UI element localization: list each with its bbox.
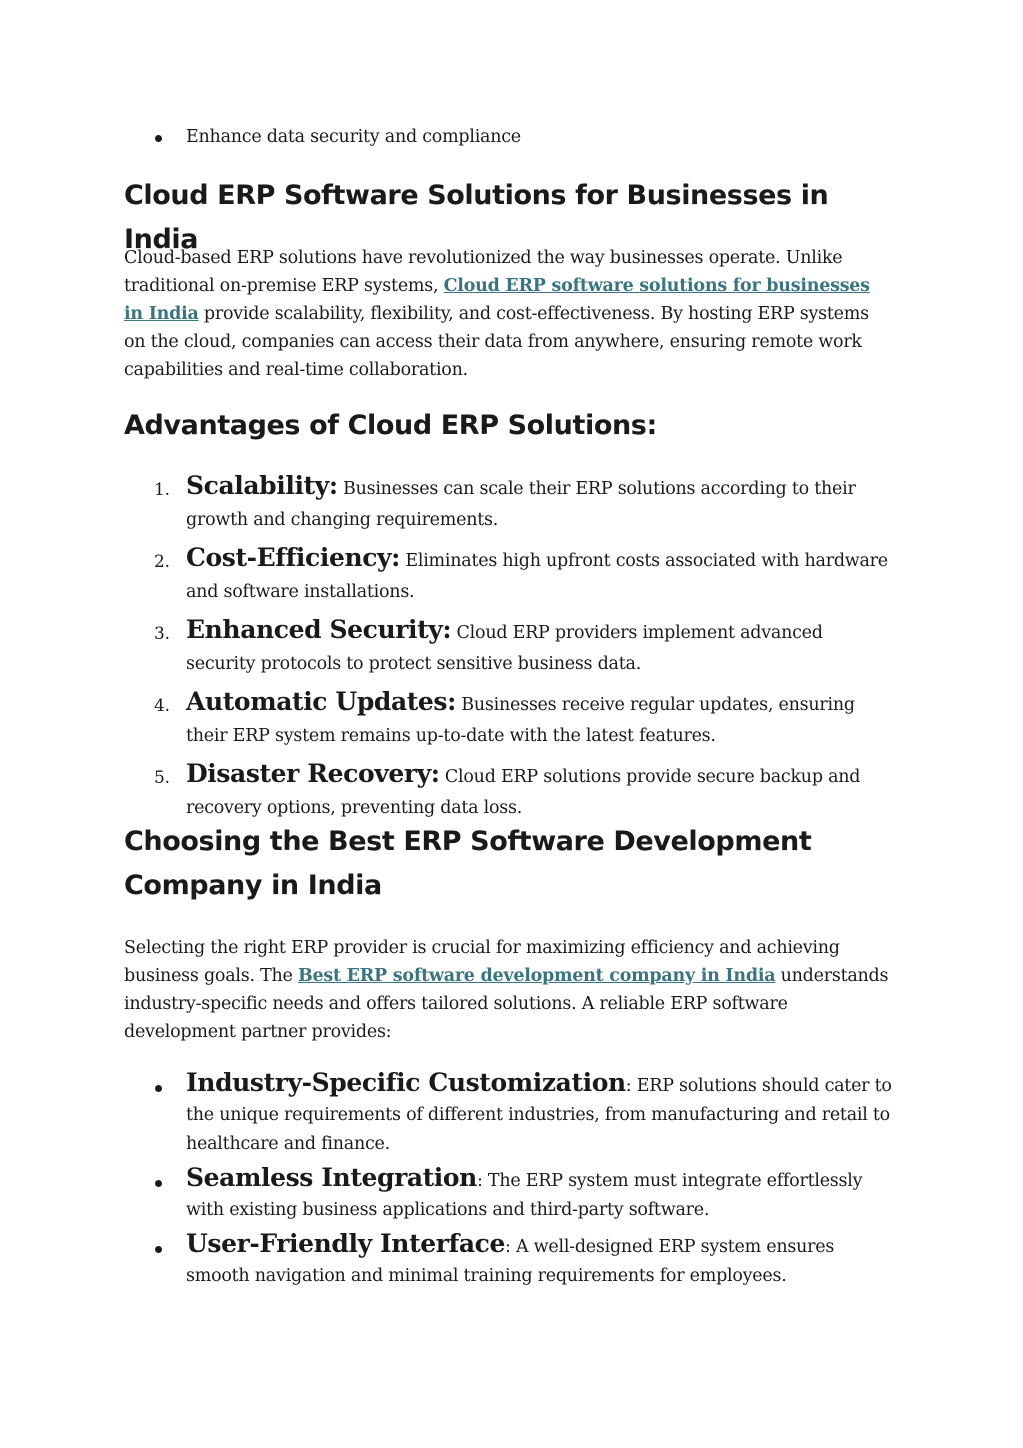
list-item-text: Businesses receive regular updates, ensuring their ERP system remains up-to-date with the latest features. <box>186 695 855 746</box>
cloud-erp-link[interactable]: Cloud ERP software solutions for businesses in India <box>124 276 870 324</box>
bullet-marker <box>155 135 162 142</box>
list-number: 1. <box>154 480 170 500</box>
list-item-text: : ERP solutions should cater to the unique requirements of different industries, from manufacturing and retail to healthcare and finance. <box>186 1076 892 1154</box>
list-item-text: Enhance data security and compliance <box>186 127 521 147</box>
list-item-term: User-Friendly Interface <box>186 1229 505 1258</box>
paragraph-text: provide scalability, flexibility, and cost-effectiveness. By hosting ERP systems on the cloud, companies can access their data from anywhere, ensuring remote work capabilities and real-time collaboration. <box>124 304 869 380</box>
best-erp-company-link[interactable]: Best ERP software development company in India <box>297 966 776 986</box>
bullet-marker <box>155 1085 162 1092</box>
list-item-text: : The ERP system must integrate effortlessly with existing business applications and third-party software. <box>186 1171 863 1220</box>
list-item <box>124 1068 893 1159</box>
list-item-term: Seamless Integration <box>186 1163 477 1192</box>
list-number: 3. <box>154 624 170 644</box>
list-item <box>124 123 893 151</box>
section-paragraph-cloud-erp <box>124 244 893 384</box>
list-item-term: Industry-Specific Customization <box>186 1068 626 1097</box>
provider-benefits-list <box>124 1068 893 1295</box>
list-item <box>124 542 893 608</box>
top-bullet-list <box>124 123 893 151</box>
list-item-text: Cloud ERP solutions provide secure backup and recovery options, preventing data loss. <box>186 767 861 818</box>
list-item <box>124 1229 893 1291</box>
bullet-marker <box>155 1246 162 1253</box>
list-item <box>124 614 893 680</box>
list-item-term: Disaster Recovery: <box>186 759 440 788</box>
list-item-text: Businesses can scale their ERP solutions according to their growth and changing requirements. <box>186 479 856 530</box>
list-item-term: Enhanced Security: <box>186 615 452 644</box>
list-item-term: Automatic Updates: <box>186 687 456 716</box>
list-item-text: Eliminates high upfront costs associated with hardware and software installations. <box>186 551 888 602</box>
section-heading-cloud-erp: Cloud ERP Software Solutions for Businesses in India <box>124 180 829 255</box>
list-item <box>124 1163 893 1225</box>
section-paragraph-choosing <box>124 934 893 1046</box>
section-heading-choosing: Choosing the Best ERP Software Development Company in India <box>124 826 812 901</box>
paragraph-text: Selecting the right ERP provider is crucial for maximizing efficiency and achieving business goals. The <box>124 938 840 986</box>
bullet-marker <box>155 1180 162 1187</box>
list-item-text: : A well-designed ERP system ensures smooth navigation and minimal training requirements for employees. <box>186 1237 835 1286</box>
list-item <box>124 686 893 752</box>
list-item-term: Scalability: <box>186 471 338 500</box>
paragraph-text: understands industry-specific needs and offers tailored solutions. A reliable ERP software development partner provides: <box>124 966 889 1042</box>
paragraph-text: Cloud-based ERP solutions have revolutionized the way businesses operate. Unlike traditional on-premise ERP systems, <box>124 248 843 296</box>
list-item <box>124 470 893 536</box>
list-item <box>124 758 893 824</box>
list-item-term: Cost-Efficiency: <box>186 543 401 572</box>
list-number: 4. <box>154 696 170 716</box>
section-heading-advantages: Advantages of Cloud ERP Solutions: <box>124 410 657 441</box>
advantages-list <box>124 470 893 830</box>
list-number: 2. <box>154 552 170 572</box>
list-item-text: Cloud ERP providers implement advanced security protocols to protect sensitive business data. <box>186 623 823 674</box>
list-number: 5. <box>154 768 170 788</box>
